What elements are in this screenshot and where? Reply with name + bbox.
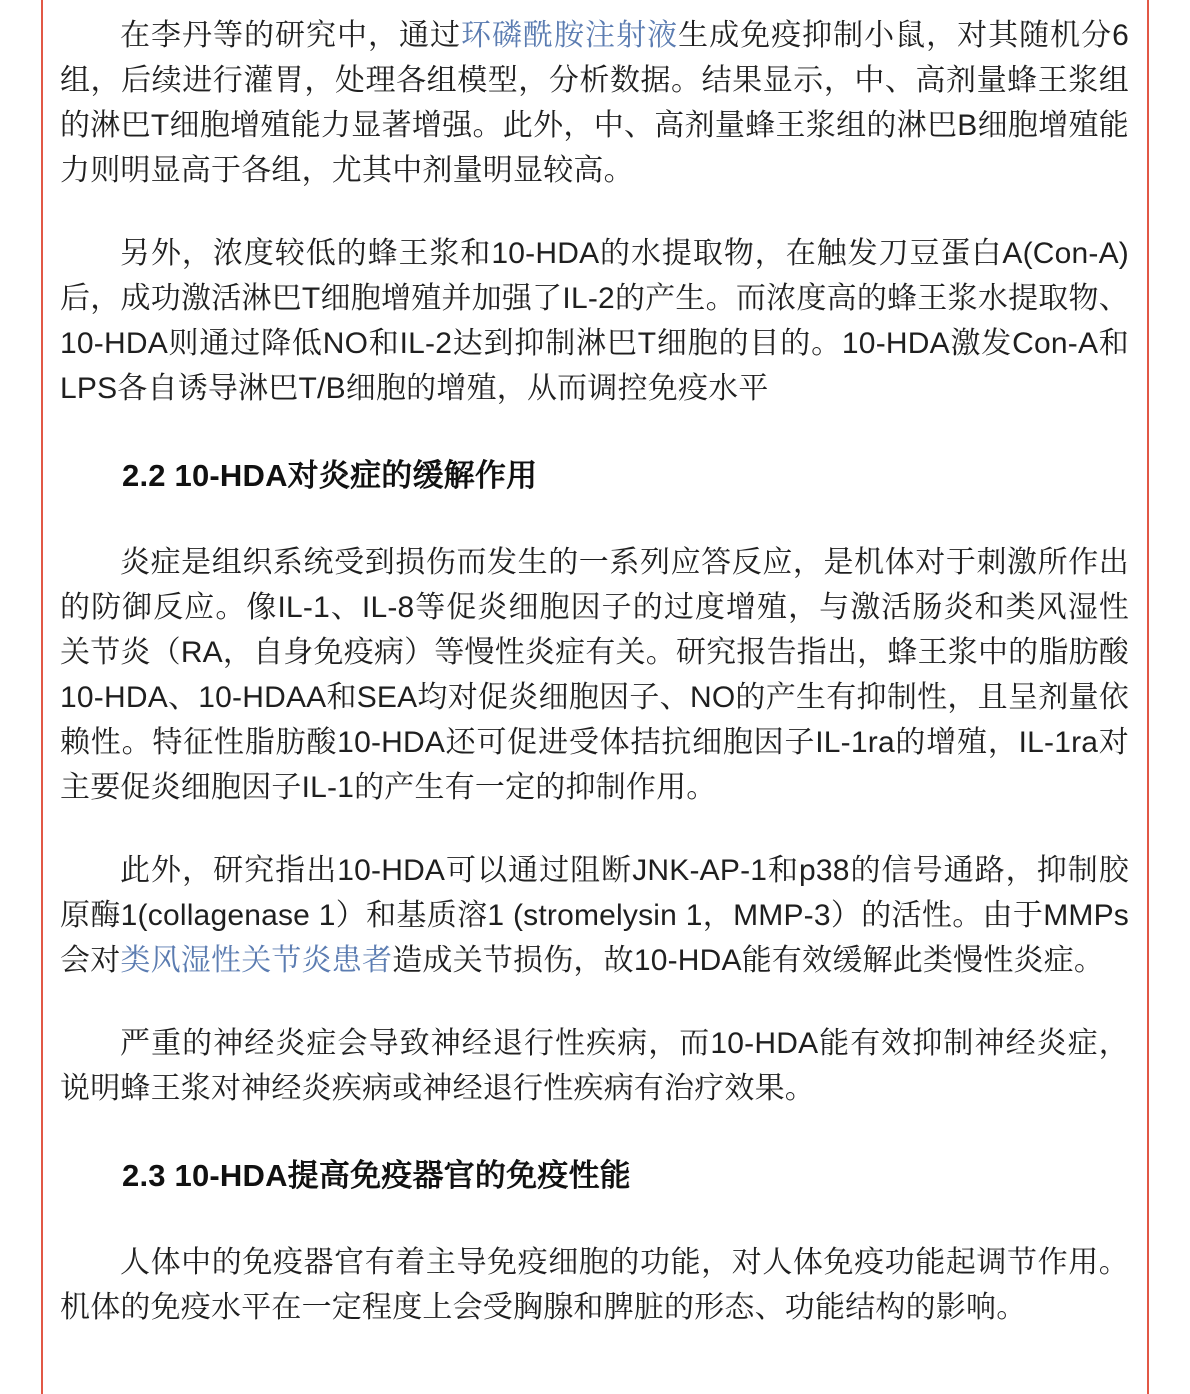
right-border-line bbox=[1147, 0, 1149, 1394]
paragraph-text: 生成免疫抑制小鼠，对其随机分6组，后续进行灌胃，处理各组模型，分析数据。结果显示，中、高剂量蜂王浆组的淋巴T细胞增殖能力显著增强。此外，中、高剂量蜂王浆组的淋巴B细胞增殖能力则明显高于各组，尤其中剂量明显较高。 bbox=[60, 19, 1130, 187]
paragraph-neuroinflammation bbox=[60, 1021, 1129, 1111]
paragraph-jnk-pathway bbox=[60, 848, 1129, 983]
paragraph-inflammation-overview bbox=[60, 540, 1129, 810]
paragraph-text: 炎症是组织系统受到损伤而发生的一系列应答反应，是机体对于刺激所作出的防御反应。像IL-1、IL-8等促炎细胞因子的过度增殖，与激活肠炎和类风湿性关节炎（RA，自身免疫病）等慢性炎症有关。研究报告指出，蜂王浆中的脂肪酸10-HDA、10-HDAA和SEA均对促炎细胞因子、NO的产生有抑制性，且呈剂量依赖性。特征性脂肪酸10-HDA还可促进受体拮抗细胞因子IL-1ra的增殖，IL-1ra对主要促炎细胞因子IL-1的产生有一定的抑制作用。 bbox=[60, 546, 1129, 804]
paragraph-text: 此外，研究指出10-HDA可以通过阻断JNK-AP-1和p38的信号通路，抑制胶原酶1(collagenase 1）和基质溶1 (stromelysin 1，MMP-3）的活性。由于MMPs会对 bbox=[60, 854, 1129, 977]
paragraph-con-a-activation bbox=[60, 231, 1129, 411]
paragraph-text: 在李丹等的研究中，通过 bbox=[120, 19, 462, 52]
article-body bbox=[60, 13, 1129, 1368]
paragraph-lidan-study bbox=[60, 13, 1129, 193]
link-cyclophosphamide-injection[interactable]: 环磷酰胺注射液 bbox=[461, 19, 679, 52]
paragraph-immune-organs bbox=[60, 1240, 1129, 1330]
paragraph-text: 造成关节损伤，故10-HDA能有效缓解此类慢性炎症。 bbox=[392, 944, 1105, 977]
paragraph-text: 人体中的免疫器官有着主导免疫细胞的功能，对人体免疫功能起调节作用。机体的免疫水平在一定程度上会受胸腺和脾脏的形态、功能结构的影响。 bbox=[60, 1246, 1129, 1324]
heading-2-2-inflammation: 2.2 10-HDA对炎症的缓解作用 bbox=[122, 458, 538, 493]
paragraph-text: 另外，浓度较低的蜂王浆和10-HDA的水提取物，在触发刀豆蛋白A(Con-A)后，成功激活淋巴T细胞增殖并加强了IL-2的产生。而浓度高的蜂王浆水提取物、10-HDA则通过降低NO和IL-2达到抑制淋巴T细胞的目的。10-HDA激发Con-A和LPS各自诱导淋巴T/B细胞的增殖，从而调控免疫水平 bbox=[60, 237, 1129, 405]
paragraph-text: 严重的神经炎症会导致神经退行性疾病，而10-HDA能有效抑制神经炎症，说明蜂王浆对神经炎疾病或神经退行性疾病有治疗效果。 bbox=[60, 1027, 1129, 1105]
left-border-line bbox=[41, 0, 43, 1394]
heading-2-3-immune-organs: 2.3 10-HDA提高免疫器官的免疫性能 bbox=[122, 1158, 631, 1193]
link-rheumatoid-arthritis-patients[interactable]: 类风湿性关节炎患者 bbox=[120, 944, 393, 977]
